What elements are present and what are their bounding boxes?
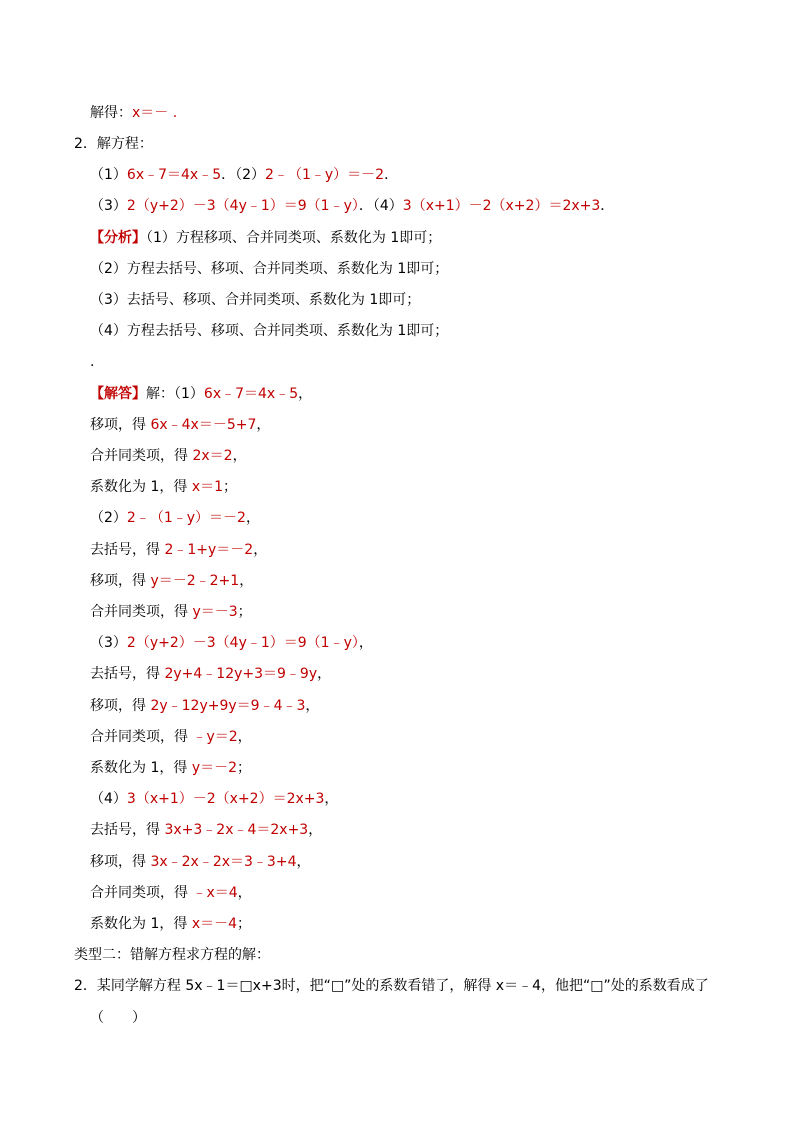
section-type-2-heading: 类型二：错解方程求方程的解：	[74, 947, 270, 963]
answer-step: 合并同类项，得 y＝－3；	[90, 604, 252, 620]
answer-step: 移项，得 2y﹣12y+9y＝9﹣4﹣3，	[90, 698, 320, 714]
question-2-title: 2．解方程：	[74, 136, 153, 152]
analysis-line-2: （2）方程去括号、移项、合并同类项、系数化为 1即可；	[90, 261, 449, 277]
question-2-equations-1-2: （1）6x﹣7＝4x﹣5．（2）2﹣（1﹣y）＝－2．	[90, 167, 399, 183]
answer-step: 去括号，得 3x+3﹣2x﹣4＝2x+3，	[90, 822, 323, 838]
answer-blank: （ ）	[90, 1010, 146, 1026]
answer-step: （4）3（x+1）－2（x+2）＝2x+3，	[90, 791, 339, 807]
answer-step: 系数化为 1，得 x＝1；	[90, 479, 238, 495]
answer-step: 系数化为 1，得 y＝－2；	[90, 760, 252, 776]
answer-step: （2）2﹣（1﹣y）＝－2，	[90, 510, 260, 526]
answer-step: 去括号，得 2﹣1+y＝－2，	[90, 542, 268, 558]
answer-step: 合并同类项，得 ﹣y＝2，	[90, 729, 252, 745]
line-solution-result: 解得：x＝－ .	[90, 105, 178, 121]
question-2-equations-3-4: （3）2（y+2）－3（4y﹣1）＝9（1﹣y）．（4）3（x+1）－2（x+2）＝2x+3．	[90, 198, 615, 214]
answer-step: 移项，得 y＝－2﹣2+1，	[90, 573, 254, 589]
answer-step: 去括号，得 2y+4﹣12y+3＝9﹣9y，	[90, 666, 332, 682]
analysis-line-1: 【分析】（1）方程移项、合并同类项、系数化为 1即可；	[90, 230, 442, 246]
analysis-line-3: （3）去括号、移项、合并同类项、系数化为 1即可；	[90, 292, 421, 308]
analysis-line-4: （4）方程去括号、移项、合并同类项、系数化为 1即可；	[90, 323, 449, 339]
answer-step: 合并同类项，得 2x＝2，	[90, 448, 247, 464]
answer-step: 移项，得 3x﹣2x﹣2x＝3﹣3+4，	[90, 854, 311, 870]
answer-step: 系数化为 1，得 x＝－4；	[90, 916, 252, 932]
question-2b-text: 2．某同学解方程 5x﹣1＝□x+3时，把“□”处的系数看错了，解得 x＝﹣4，他把“□”处的系数看成了	[74, 978, 709, 994]
answer-header: 【解答】解：（1）6x﹣7＝4x﹣5，	[90, 386, 313, 402]
answer-step: 移项，得 6x﹣4x＝－5+7，	[90, 417, 271, 433]
answer-step: 合并同类项，得 ﹣x＝4，	[90, 885, 252, 901]
period-line: .	[90, 354, 95, 370]
answer-step: （3）2（y+2）－3（4y﹣1）＝9（1﹣y），	[90, 635, 373, 651]
